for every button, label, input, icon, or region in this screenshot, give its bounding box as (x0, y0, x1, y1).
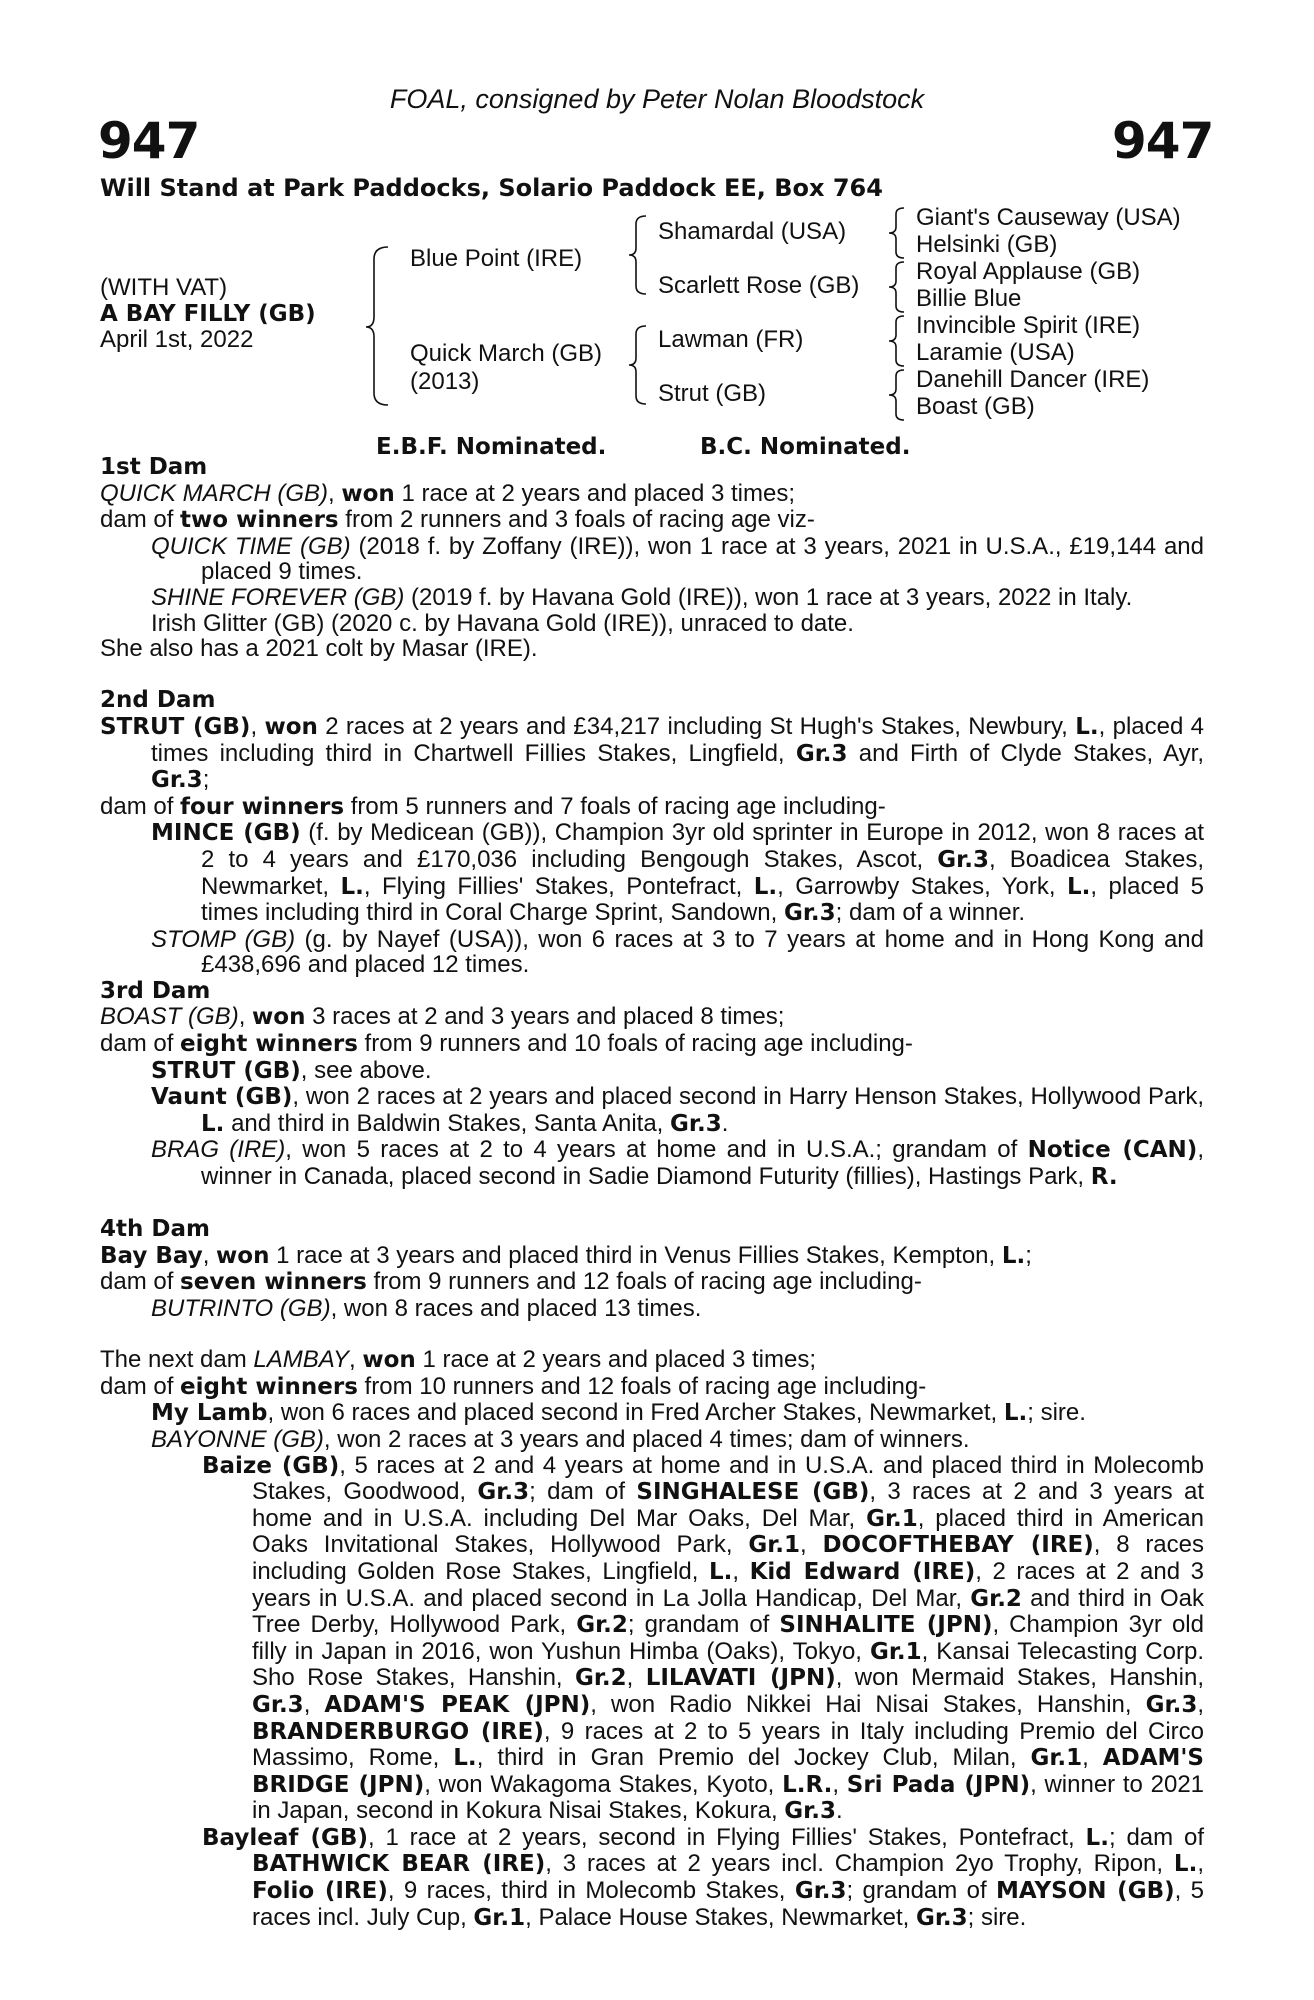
text-run: , won Wakagoma Stakes, Kyoto, (424, 1770, 783, 1798)
text-run: ; grandam of (627, 1611, 780, 1639)
text-run: from 2 runners and 3 foals of racing age viz- (338, 506, 815, 534)
bold-run: Gr.1 (748, 1532, 801, 1559)
text-run: ; dam of (529, 1478, 637, 1506)
text-run: , 9 races at 2 to 5 years in Italy including Premio del Circo Massimo, Rome, (252, 1717, 1205, 1772)
bold-run: two winners (180, 507, 339, 534)
bold-run: MINCE (GB) (151, 820, 301, 847)
great-grandsire-2: Helsinki (GB) (916, 231, 1058, 258)
dam-record (100, 481, 1204, 508)
bold-run: ADAM'S BRIDGE (JPN) (252, 1745, 1204, 1798)
bold-run: R. (1090, 1164, 1118, 1191)
heading-run: 4th Dam (100, 1216, 210, 1243)
bold-run: seven winners (180, 1269, 367, 1296)
bold-run: L. (201, 1110, 225, 1137)
text-run: , 2 races at 2 and 3 years in U.S.A. and placed second in La Jolla Handicap, Del Mar, (252, 1557, 1204, 1612)
produce-entry (100, 1084, 1204, 1137)
sire-dam: Scarlett Rose (GB) (658, 272, 860, 299)
text-run: , 8 races including Golden Rose Stakes, Lingfield, (252, 1531, 1205, 1585)
text-run: , 3 races at 2 years incl. Champion 2yo Trophy, Ripon, (545, 1850, 1174, 1878)
text-run: (f. by Medicean (GB)), Champion 3yr old sprinter in Europe in 2012, won 8 races at 2 to 4 years and £170,036 including Bengough Stakes, Ascot, (201, 819, 1205, 873)
bold-run: L. (1173, 1851, 1198, 1878)
text-run: from 9 runners and 12 foals of racing age including- (366, 1268, 922, 1296)
bold-run: Bay Bay (100, 1242, 203, 1269)
text-run: , Champion 3yr old filly in Japan in 2016, won Yushun Himba (Oaks), Tokyo, (252, 1611, 1204, 1665)
dam-dam: Strut (GB) (658, 380, 767, 407)
text-run: ; dam of (1108, 1823, 1204, 1851)
text-run: from 10 runners and 12 foals of racing age including- (357, 1372, 927, 1400)
text-run: , Kansai Telecasting Corp. Sho Rose Stakes, Hanshin, (252, 1637, 1204, 1692)
bold-run: Gr.1 (869, 1638, 922, 1665)
text-run: , (1197, 1690, 1204, 1718)
text-run: , Boadicea Stakes, Newmarket, (201, 845, 1205, 900)
bold-run: L. (708, 1558, 733, 1585)
text-run: . (835, 1797, 843, 1825)
bold-run: My Lamb (151, 1400, 268, 1427)
bold-run: Gr.1 (1030, 1745, 1083, 1772)
text-run: , Palace House Stakes, Newmarket, (525, 1903, 916, 1931)
section-heading (100, 454, 1204, 481)
text-run: , 5 races incl. July Cup, (252, 1877, 1204, 1931)
text-run: , (202, 1241, 217, 1269)
text-run: She also has a 2021 colt by Masar (IRE). (100, 635, 538, 663)
stand-location: Will Stand at Park Paddocks, Solario Paddock EE, Box 764 (100, 174, 883, 202)
text-run: (g. by Nayef (USA)), won 6 races at 3 to 7 years at home and in Hong Kong and £438,696 and placed 12 times. (201, 925, 1205, 979)
bold-run: Bayleaf (GB) (202, 1824, 368, 1851)
great-grandsire-8: Boast (GB) (916, 393, 1035, 420)
text-run: 1 race at 2 years and placed 3 times; (415, 1346, 817, 1374)
text-run: , (832, 1770, 847, 1798)
text-run: , won Radio Nikkei Hai Nisai Stakes, Hanshin, (590, 1690, 1146, 1718)
dam: Quick March (GB) (410, 340, 603, 367)
bold-run: eight winners (180, 1031, 358, 1058)
text-run: 1 race at 2 years and placed 3 times; (394, 479, 795, 507)
bold-run: Gr.3 (670, 1110, 722, 1137)
text-run: , (250, 712, 265, 740)
text-run: , (349, 1346, 363, 1374)
dam-produce-summary (100, 507, 1204, 534)
bold-run: Gr.2 (574, 1665, 627, 1692)
text-run: , won 8 races and placed 13 times. (330, 1295, 702, 1322)
bold-run: Gr.1 (866, 1505, 918, 1532)
produce-entry (100, 1427, 1204, 1453)
dam-produce-summary (100, 1031, 1204, 1058)
text-run: dam of (100, 792, 181, 820)
great-grandsire-4: Billie Blue (916, 285, 1022, 312)
text-run: (2019 f. by Havana Gold (IRE)), won 1 race at 3 years, 2022 in Italy. (404, 583, 1133, 611)
text-run: (2018 f. by Zoffany (IRE)), won 1 race at 3 years, 2021 in U.S.A., £19,144 and placed 9 times. (201, 532, 1204, 586)
horse-name: A BAY FILLY (GB) (100, 301, 316, 327)
text-run: , (238, 1003, 253, 1031)
text-run: , third in Gran Premio del Jockey Club, Milan, (476, 1744, 1031, 1772)
produce-entry (100, 585, 1204, 611)
bold-run: Kid Edward (IRE) (749, 1558, 976, 1585)
produce-entry (100, 927, 1204, 978)
produce-entry (100, 1825, 1204, 1931)
bold-run: Gr.3 (784, 1798, 836, 1825)
produce-entry (100, 1058, 1204, 1085)
text-run: , won Mermaid Stakes, Hanshin, (835, 1664, 1204, 1692)
bold-run: SINHALITE (JPN) (779, 1612, 993, 1639)
text-run: , Garrowby Stakes, York, (777, 872, 1067, 900)
text-run: 2 races at 2 years and £34,217 including St Hugh's Stakes, Newbury, (317, 712, 1076, 740)
text-run: , (1082, 1744, 1103, 1772)
italic-run: SHINE FOREVER (GB) (151, 583, 405, 611)
produce-entry (100, 1296, 1204, 1322)
italic-run: BRAG (IRE) (151, 1136, 286, 1164)
section-heading (100, 978, 1204, 1005)
dam-record (100, 1347, 1204, 1374)
bold-run: ADAM'S PEAK (JPN) (324, 1691, 591, 1718)
text-run: , 5 races at 2 and 4 years at home and in U.S.A. and placed third in Molecomb Stakes, Goodwood, (252, 1451, 1204, 1506)
text-run: , 9 races, third in Molecomb Stakes, (387, 1877, 795, 1905)
text-run: , Flying Fillies' Stakes, Pontefract, (363, 872, 754, 900)
text-run: dam of (100, 1030, 181, 1058)
dam-produce-summary (100, 794, 1204, 821)
bold-run: Gr.3 (252, 1691, 304, 1718)
dam-record (100, 1243, 1204, 1270)
text-run: . (721, 1109, 729, 1137)
text-run: , 3 races at 2 and 3 years at home and in U.S.A. including Del Mar Oaks, Del Mar, (252, 1478, 1204, 1532)
heading-run: 1st Dam (100, 454, 208, 480)
text-run: , see above. (300, 1056, 432, 1084)
produce-entry (100, 1453, 1204, 1825)
italic-run: QUICK MARCH (GB) (100, 479, 328, 507)
great-grandsire-5: Invincible Spirit (IRE) (916, 312, 1141, 339)
dam-record (100, 1004, 1204, 1031)
text-run: , placed 4 times including third in Chartwell Fillies Stakes, Lingfield, (151, 712, 1205, 767)
dam-produce-summary (100, 1269, 1204, 1296)
bold-run: L. (340, 873, 364, 900)
text-run: , (303, 1690, 325, 1718)
text-run: ; (1025, 1241, 1032, 1269)
bold-run: L. (753, 873, 778, 900)
italic-run: BOAST (GB) (100, 1003, 239, 1031)
text-run: and Firth of Clyde Stakes, Ayr, (847, 739, 1204, 767)
lot-number-left: 947 (98, 112, 200, 170)
text-run: ; sire. (1027, 1399, 1086, 1427)
text-run: Irish Glitter (GB) (2020 c. by Havana Gold (IRE)), unraced to date. (151, 609, 854, 637)
bold-run: L. (1003, 1400, 1028, 1427)
text-run: , placed third in American Oaks Invitational Stakes, Hollywood Park, (252, 1504, 1204, 1559)
text-run: dam of (100, 1268, 181, 1296)
bold-run: Gr.3 (151, 767, 203, 794)
bold-run: BRANDERBURGO (IRE) (252, 1718, 544, 1745)
bold-run: Sri Pada (JPN) (846, 1771, 1031, 1798)
produce-entry (100, 1137, 1204, 1190)
italic-run: BAYONNE (GB) (151, 1425, 324, 1453)
great-grandsire-7: Danehill Dancer (IRE) (916, 366, 1150, 393)
text-run: , (1197, 1850, 1204, 1878)
foaling-date: April 1st, 2022 (100, 326, 254, 353)
text-run: , winner to 2021 in Japan, second in Kokura Nisai Stakes, Kokura, (252, 1770, 1205, 1825)
text-run: , 1 race at 2 years, second in Flying Fillies' Stakes, Pontefract, (367, 1823, 1086, 1851)
text-run: , won 2 races at 3 years and placed 4 times; dam of winners. (323, 1425, 970, 1453)
italic-run: QUICK TIME (GB) (151, 532, 351, 560)
dam-year: (2013) (410, 368, 480, 395)
bc-nomination: B.C. Nominated. (700, 434, 911, 460)
bold-run: Gr.2 (970, 1585, 1022, 1612)
bold-run: LILAVATI (JPN) (645, 1665, 836, 1692)
bold-run: L. (1085, 1824, 1109, 1851)
text-run: from 9 runners and 10 foals of racing age including- (357, 1030, 913, 1058)
bold-run: STRUT (GB) (100, 713, 251, 740)
bold-run: Notice (CAN) (1027, 1137, 1198, 1164)
consignment-line: FOAL, consigned by Peter Nolan Bloodstock (389, 84, 925, 114)
produce-entry (100, 1400, 1204, 1427)
sire: Blue Point (IRE) (410, 245, 583, 272)
dam-record (100, 714, 1204, 794)
bold-run: Baize (GB) (202, 1452, 340, 1479)
bold-run: BATHWICK BEAR (IRE) (252, 1851, 546, 1878)
great-grandsire-1: Giant's Causeway (USA) (916, 204, 1181, 231)
bold-run: won (216, 1242, 270, 1269)
lot-number-right: 947 (1112, 112, 1214, 170)
italic-run: STOMP (GB) (151, 925, 296, 953)
produce-note (100, 636, 1204, 662)
bold-run: STRUT (GB) (151, 1057, 301, 1084)
text-run: dam of (100, 1372, 181, 1400)
bold-run: won (264, 713, 318, 740)
produce-entry (100, 534, 1204, 585)
text-run: 1 race at 3 years and placed third in Venus Fillies Stakes, Kempton, (269, 1241, 1002, 1269)
bold-run: won (252, 1004, 306, 1031)
text-run: , won 6 races and placed second in Fred Archer Stakes, Newmarket, (267, 1399, 1004, 1427)
g3-brace (888, 314, 908, 368)
bold-run: Gr.1 (473, 1904, 526, 1931)
text-run: from 5 runners and 7 foals of racing age including- (344, 792, 886, 820)
text-run: 3 races at 2 and 3 years and placed 8 times; (305, 1003, 785, 1031)
bold-run: L. (1001, 1242, 1026, 1269)
text-run: , won 5 races at 2 to 4 years at home and in U.S.A.; grandam of (285, 1136, 1028, 1164)
dam-brace (628, 324, 650, 406)
text-run: , (328, 479, 342, 507)
bold-run: Gr.2 (576, 1612, 628, 1639)
text-run: , won 2 races at 2 years and placed second in Harry Henson Stakes, Hollywood Park, (292, 1083, 1205, 1111)
g1-brace (888, 206, 908, 260)
text-run: and third in Oak Tree Derby, Hollywood Park, (252, 1584, 1204, 1639)
bold-run: L. (1075, 713, 1099, 740)
produce-entry (100, 820, 1204, 926)
bold-run: Vaunt (GB) (151, 1084, 293, 1111)
bold-run: Gr.3 (783, 900, 836, 927)
dam-sire: Lawman (FR) (658, 326, 804, 353)
bold-run: MAYSON (GB) (995, 1878, 1175, 1905)
bold-run: Gr.3 (795, 740, 848, 767)
g2-brace (888, 260, 908, 314)
bold-run: Gr.3 (794, 1878, 847, 1905)
text-run: ; sire. (967, 1903, 1027, 1931)
bold-run: Gr.3 (915, 1904, 968, 1931)
text-run: dam of (100, 506, 181, 534)
bold-run: Gr.3 (1145, 1691, 1198, 1718)
great-grandsire-6: Laramie (USA) (916, 339, 1075, 366)
bold-run: won (362, 1347, 416, 1374)
text-run: , (800, 1531, 823, 1559)
produce-entry (100, 611, 1204, 637)
dam-produce-summary (100, 1374, 1204, 1401)
bold-run: L. (453, 1745, 477, 1772)
text-run: ; dam of a winner. (835, 899, 1026, 927)
bold-run: Gr.3 (477, 1479, 530, 1506)
sire-brace (628, 214, 650, 296)
bold-run: won (341, 480, 395, 507)
text-run: ; (202, 766, 210, 794)
bold-run: eight winners (180, 1373, 358, 1400)
bold-run: SINGHALESE (GB) (636, 1479, 870, 1506)
italic-run: BUTRINTO (GB) (151, 1295, 331, 1322)
catalogue-body (100, 454, 1204, 1931)
bold-run: L.R. (782, 1771, 833, 1798)
heading-run: 3rd Dam (100, 977, 211, 1004)
pedigree-brace (366, 245, 396, 407)
sire-sire: Shamardal (USA) (658, 218, 847, 245)
great-grandsire-3: Royal Applause (GB) (916, 258, 1141, 285)
section-heading (100, 687, 1204, 714)
ebf-nomination: E.B.F. Nominated. (376, 434, 607, 460)
heading-run: 2nd Dam (100, 687, 216, 714)
text-run: , (732, 1557, 750, 1585)
text-run: ; grandam of (846, 1877, 996, 1905)
text-run: , placed 5 times including third in Coral Charge Sprint, Sandown, (201, 872, 1205, 927)
italic-run: LAMBAY (253, 1346, 350, 1374)
bold-run: Folio (IRE) (252, 1878, 388, 1905)
vat-note: (WITH VAT) (100, 274, 228, 301)
text-run: and third in Baldwin Stakes, Santa Anita, (224, 1109, 671, 1137)
bold-run: Gr.3 (937, 846, 989, 873)
text-run: , winner in Canada, placed second in Sadie Diamond Futurity (fillies), Hastings Park, (201, 1136, 1204, 1191)
section-heading (100, 1216, 1204, 1243)
bold-run: L. (1067, 873, 1091, 900)
g4-brace (888, 368, 908, 422)
text-run: , (626, 1664, 646, 1692)
bold-run: four winners (180, 793, 345, 820)
bold-run: DOCOFTHEBAY (IRE) (822, 1532, 1094, 1559)
text-run: The next dam (100, 1346, 254, 1374)
